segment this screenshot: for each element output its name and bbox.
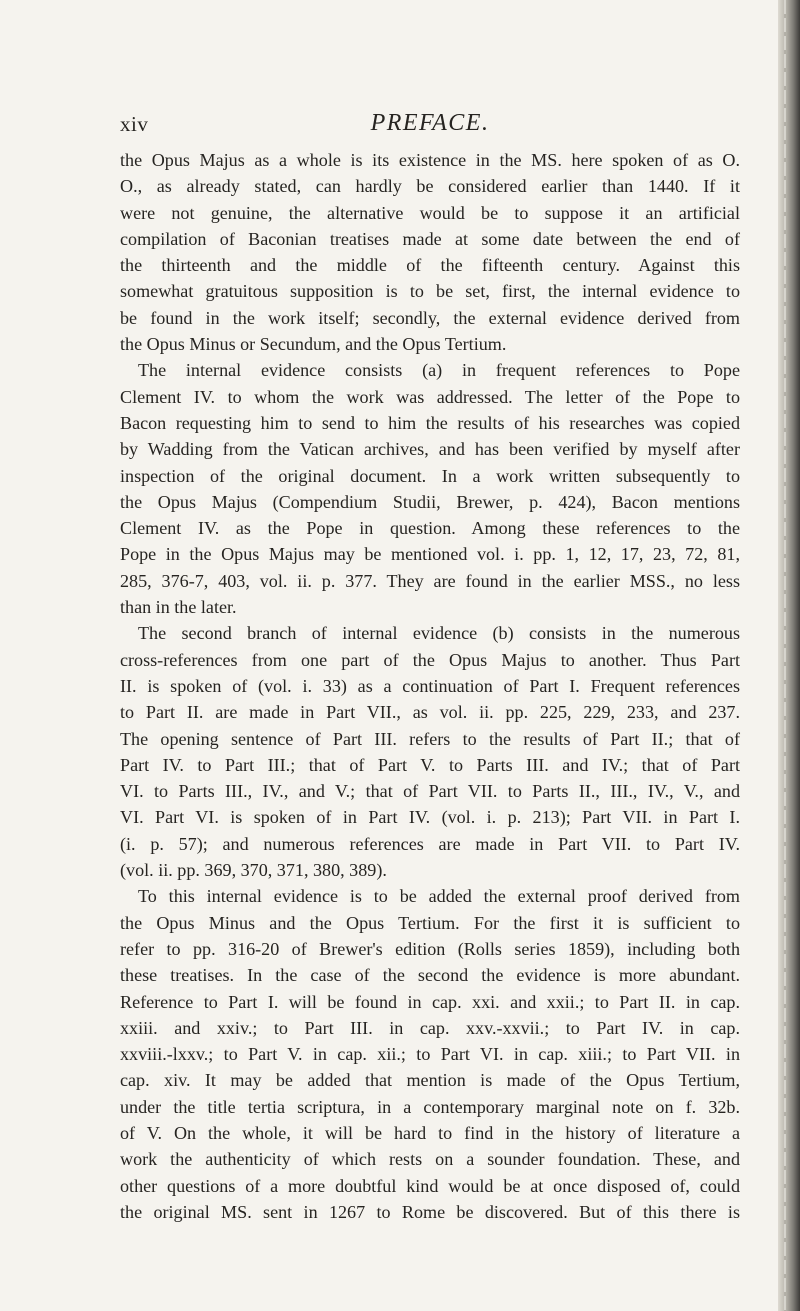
- text-line: VI. to Parts III., IV., and V.; that of Part VII. to Parts II., III., IV., V., and: [120, 781, 740, 802]
- text-line: (i. p. 57); and numerous references are made in Part VII. to Part IV.: [120, 833, 740, 854]
- page-header: [120, 110, 740, 142]
- text-line: refer to pp. 316-20 of Brewer's edition (Rolls series 1859), including both: [120, 938, 740, 959]
- page-number: xiv: [120, 112, 149, 136]
- text-line: Part IV. to Part III.; that of Part V. to Parts III. and IV.; that of Part: [120, 754, 740, 775]
- text-line: the Opus Majus as a whole is its existence in the MS. here spoken of as O.: [120, 150, 740, 170]
- paragraph: [120, 357, 740, 620]
- text-line: cross-references from one part of the Opus Majus to another. Thus Part: [120, 649, 740, 670]
- text-line: Clement IV. to whom the work was addressed. The letter of the Pope to: [120, 386, 740, 407]
- text-line: somewhat gratuitous supposition is to be set, first, the internal evidence to: [120, 281, 740, 302]
- text-line: were not genuine, the alternative would be to suppose it an artificial: [120, 202, 740, 223]
- text-line: of V. On the whole, it will be hard to find in the history of literature a: [120, 1122, 740, 1143]
- text-line: other questions of a more doubtful kind would be at once disposed of, could: [120, 1175, 740, 1196]
- text-line: Clement IV. as the Pope in question. Among these references to the: [120, 518, 740, 539]
- text-line: cap. xiv. It may be added that mention is made of the Opus Tertium,: [120, 1070, 740, 1091]
- text-line: under the title tertia scriptura, in a contemporary marginal note on f. 32b.: [120, 1096, 740, 1117]
- text-line: to Part II. are made in Part VII., as vol. ii. pp. 225, 229, 233, and 237.: [120, 702, 740, 723]
- text-line: the Opus Minus or Secundum, and the Opus Tertium.: [120, 334, 507, 355]
- page-edge-shadow: [778, 0, 800, 1311]
- text-line: the Opus Minus and the Opus Tertium. For the first it is sufficient to: [120, 912, 740, 933]
- text-line: the original MS. sent in 1267 to Rome be discovered. But of this there is: [120, 1201, 740, 1222]
- text-line: inspection of the original document. In a work written subsequently to: [120, 465, 740, 486]
- text-line: than in the later.: [120, 597, 237, 618]
- text-line: II. is spoken of (vol. i. 33) as a continuation of Part I. Frequent references: [120, 675, 740, 696]
- text-line: compilation of Baconian treatises made at some date between the end of: [120, 228, 740, 249]
- text-line: these treatises. In the case of the second the evidence is more abundant.: [120, 965, 740, 986]
- paragraph: [120, 147, 740, 357]
- text-line: Pope in the Opus Majus may be mentioned vol. i. pp. 1, 12, 17, 23, 72, 81,: [120, 544, 740, 565]
- text-line: 285, 376-7, 403, vol. ii. p. 377. They are found in the earlier MSS., no less: [120, 570, 740, 591]
- text-line: xxiii. and xxiv.; to Part III. in cap. xxv.-xxvii.; to Part IV. in cap.: [120, 1017, 740, 1038]
- paragraph: [120, 883, 740, 1225]
- running-title: PREFACE.: [370, 110, 490, 136]
- text-line: (vol. ii. pp. 369, 370, 371, 380, 389).: [120, 860, 387, 881]
- text-line: To this internal evidence is to be added the external proof derived from: [138, 886, 740, 907]
- text-line: xxviii.-lxxv.; to Part V. in cap. xii.; to Part VI. in cap. xiii.; to Part VII. in: [120, 1044, 740, 1065]
- text-line: the Opus Majus (Compendium Studii, Brewer, p. 424), Bacon mentions: [120, 491, 740, 512]
- text-line: work the authenticity of which rests on a sounder foundation. These, and: [120, 1149, 740, 1170]
- text-line: The second branch of internal evidence (b) consists in the numerous: [138, 623, 740, 644]
- text-line: Reference to Part I. will be found in cap. xxi. and xxii.; to Part II. in cap.: [120, 991, 740, 1012]
- text-line: The internal evidence consists (a) in frequent references to Pope: [138, 360, 740, 381]
- text-line: The opening sentence of Part III. refers to the results of Part II.; that of: [120, 728, 740, 749]
- paragraph: [120, 620, 740, 883]
- text-line: be found in the work itself; secondly, the external evidence derived from: [120, 307, 740, 328]
- body-text: [120, 147, 740, 1225]
- text-line: the thirteenth and the middle of the fifteenth century. Against this: [120, 255, 740, 276]
- text-line: Bacon requesting him to send to him the results of his researches was copied: [120, 412, 740, 433]
- text-line: O., as already stated, can hardly be considered earlier than 1440. If it: [120, 176, 740, 197]
- text-line: by Wadding from the Vatican archives, and has been verified by myself after: [120, 439, 740, 460]
- text-line: VI. Part VI. is spoken of in Part IV. (vol. i. p. 213); Part VII. in Part I.: [120, 807, 740, 828]
